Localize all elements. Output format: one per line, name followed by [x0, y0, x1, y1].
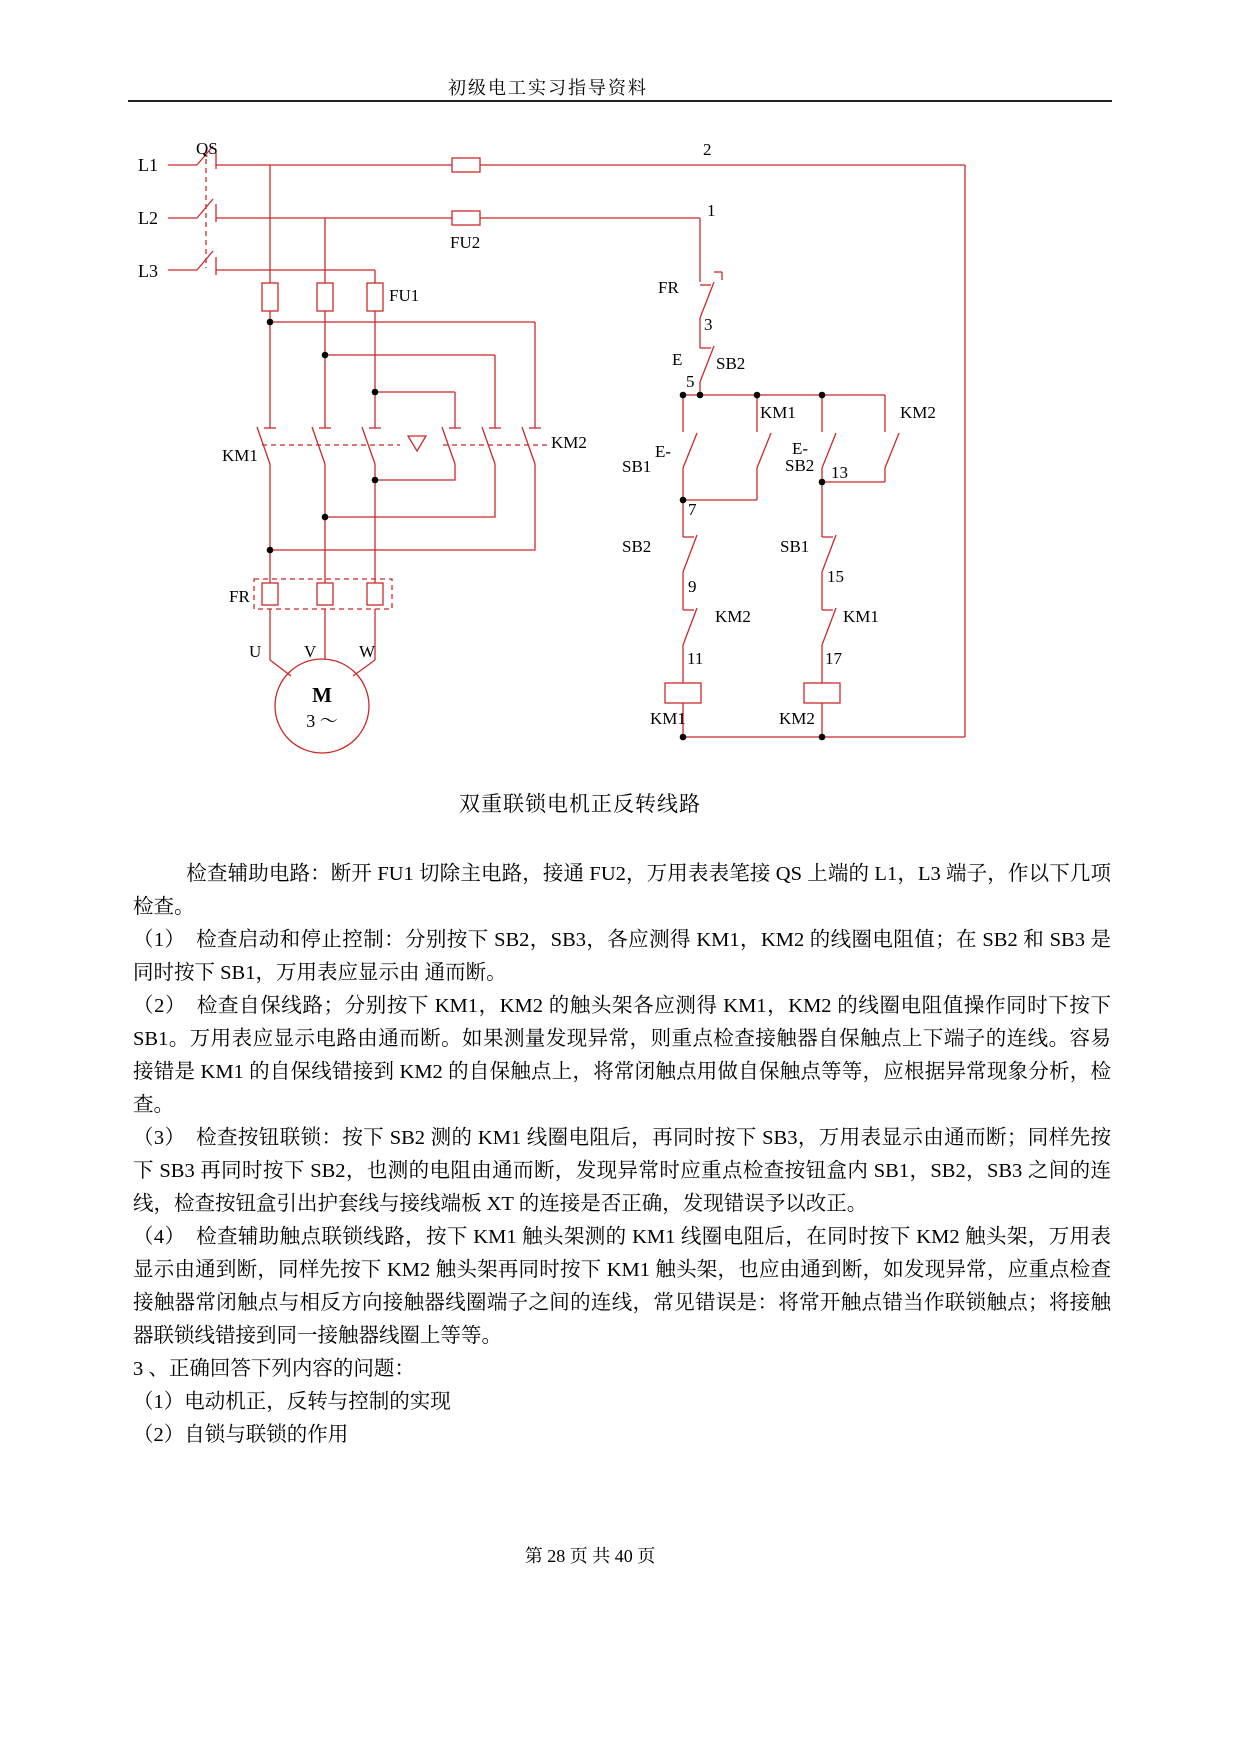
- qs-switch: [168, 146, 216, 275]
- e-left-label: E-: [655, 442, 672, 461]
- junction-dots: [267, 319, 826, 741]
- diagram-labels: [138, 139, 936, 731]
- header-divider: [128, 100, 1112, 102]
- paragraph: （1） 检查启动和停止控制：分别按下 SB2，SB3，各应测得 KM1，KM2 的线圈电阻值；在 SB2 和 SB3 是同时按下 SB1，万用表应显示由 通而断。: [133, 929, 1111, 984]
- l2-label: L2: [138, 208, 158, 228]
- question-item: （2）自锁与联锁的作用: [133, 1424, 349, 1446]
- km1-coil: [665, 683, 701, 703]
- v-label: V: [304, 642, 317, 661]
- sb2-stop-button: [700, 346, 714, 395]
- km1-branch: [665, 395, 771, 737]
- node-17-label: 17: [825, 649, 842, 668]
- phase-lines: [216, 165, 965, 737]
- question-heading: 3 、正确回答下列内容的问题：: [133, 1358, 415, 1380]
- node-5-label: 5: [686, 372, 695, 391]
- km1-aux-label: KM1: [760, 403, 796, 422]
- fu2-label: FU2: [450, 233, 481, 252]
- km2-feed-taps: [270, 322, 535, 428]
- km2-coil: [804, 683, 840, 703]
- u-label: U: [249, 642, 262, 661]
- paragraph: （3） 检查按钮联锁：按下 SB2 测的 KM1 线圈电阻后，再同时按下 SB3，万用表显示由通而断；同样先按下 SB3 再同时按下 SB2，也测的电阻由通而断，发现异常时应重点检查按钮盒内 SB1，SB2，SB3 之间的连线，检查按钮盒引出护套线与接线端板 XT 的连接是否正确，发现错误予以改正。: [133, 1127, 1111, 1215]
- l3-label: L3: [138, 261, 158, 281]
- fu1-label: FU1: [389, 286, 420, 305]
- fr-control-contact: [700, 272, 722, 348]
- qs-label: QS: [196, 139, 218, 158]
- page-header-title: 初级电工实习指导资料: [448, 78, 648, 98]
- w-label: W: [359, 642, 376, 661]
- km2-aux-label: KM2: [900, 403, 936, 422]
- node-7-label: 7: [688, 500, 697, 519]
- node-3-label: 3: [704, 315, 713, 334]
- fu2-fuses: [452, 158, 480, 225]
- paragraph: 检查辅助电路：断开 FU1 切除主电路，接通 FU2，万用表表笔接 QS 上端的 L1，L3 端子，作以下几项检查。: [133, 863, 1111, 918]
- node-11-label: 11: [687, 649, 704, 668]
- sb2-right-label: SB2: [785, 456, 815, 475]
- paragraph: （4） 检查辅助触点联锁线路，按下 KM1 触头架测的 KM1 线圈电阻后，在同时按下 KM2 触头架，万用表显示由通到断，同样先按下 KM2 触头架再同时按下 KM1 触头架，也应由通到断，如发现异常，应重点检查接触器常闭触点与相反方向接触器线圈端子之间的连线，常见错误是：将常开触点错当作联锁触点；将接触器联锁线错接到同一接触器线圈上等等。: [133, 1226, 1111, 1347]
- question-item: （1）电动机正，反转与控制的实现: [133, 1391, 451, 1413]
- mechanical-interlock: [262, 436, 547, 451]
- diagram-caption: 双重联锁电机正反转线路: [459, 792, 701, 816]
- fr-overload-relay: [254, 579, 392, 609]
- paragraph: （2） 检查自保线路；分别按下 KM1，KM2 的触头架各应测得 KM1，KM2 的线圈电阻值操作同时下按下 SB1。万用表应显示电路由通而断。如果测量发现异常，则重点检查接触器自保触点上下端子的连线。容易接错是 KM1 的自保线错接到 KM2 的自保触点上，将常闭触点用做自保触点等等，应根据异常现象分析，检查。: [133, 995, 1111, 1116]
- wire-2-label: 2: [703, 140, 712, 159]
- l1-label: L1: [138, 155, 158, 175]
- km2-nc-label: KM2: [715, 607, 751, 626]
- e-top-label: E: [672, 350, 683, 369]
- body-text: [133, 858, 1111, 1452]
- motor-m-label: M: [312, 683, 332, 707]
- sb1-mid-label: SB1: [780, 537, 810, 556]
- fr-ctrl-label: FR: [658, 278, 679, 297]
- wire-1-label: 1: [707, 201, 716, 220]
- km2-branch: [804, 395, 899, 737]
- contact-output-wires: [270, 464, 535, 583]
- page-footer: 第 28 页 共 40 页: [524, 1546, 656, 1566]
- km1-nc-label: KM1: [843, 607, 879, 626]
- circuit-diagram: [0, 120, 1240, 800]
- km1-coil-label: KM1: [650, 709, 686, 728]
- km2-main-label: KM2: [551, 433, 587, 452]
- e-right-label: E-: [792, 439, 809, 458]
- motor-phase-label: 3 ～: [306, 711, 338, 731]
- km1-main-label: KM1: [222, 446, 258, 465]
- km2-coil-label: KM2: [779, 709, 815, 728]
- fr-main-label: FR: [229, 587, 250, 606]
- sb1-left-label: SB1: [622, 457, 652, 476]
- node-13-label: 13: [831, 463, 848, 482]
- node-15-label: 15: [827, 567, 844, 586]
- node-9-label: 9: [688, 577, 697, 596]
- sb2-mid-label: SB2: [622, 537, 652, 556]
- sb2-top-label: SB2: [716, 354, 746, 373]
